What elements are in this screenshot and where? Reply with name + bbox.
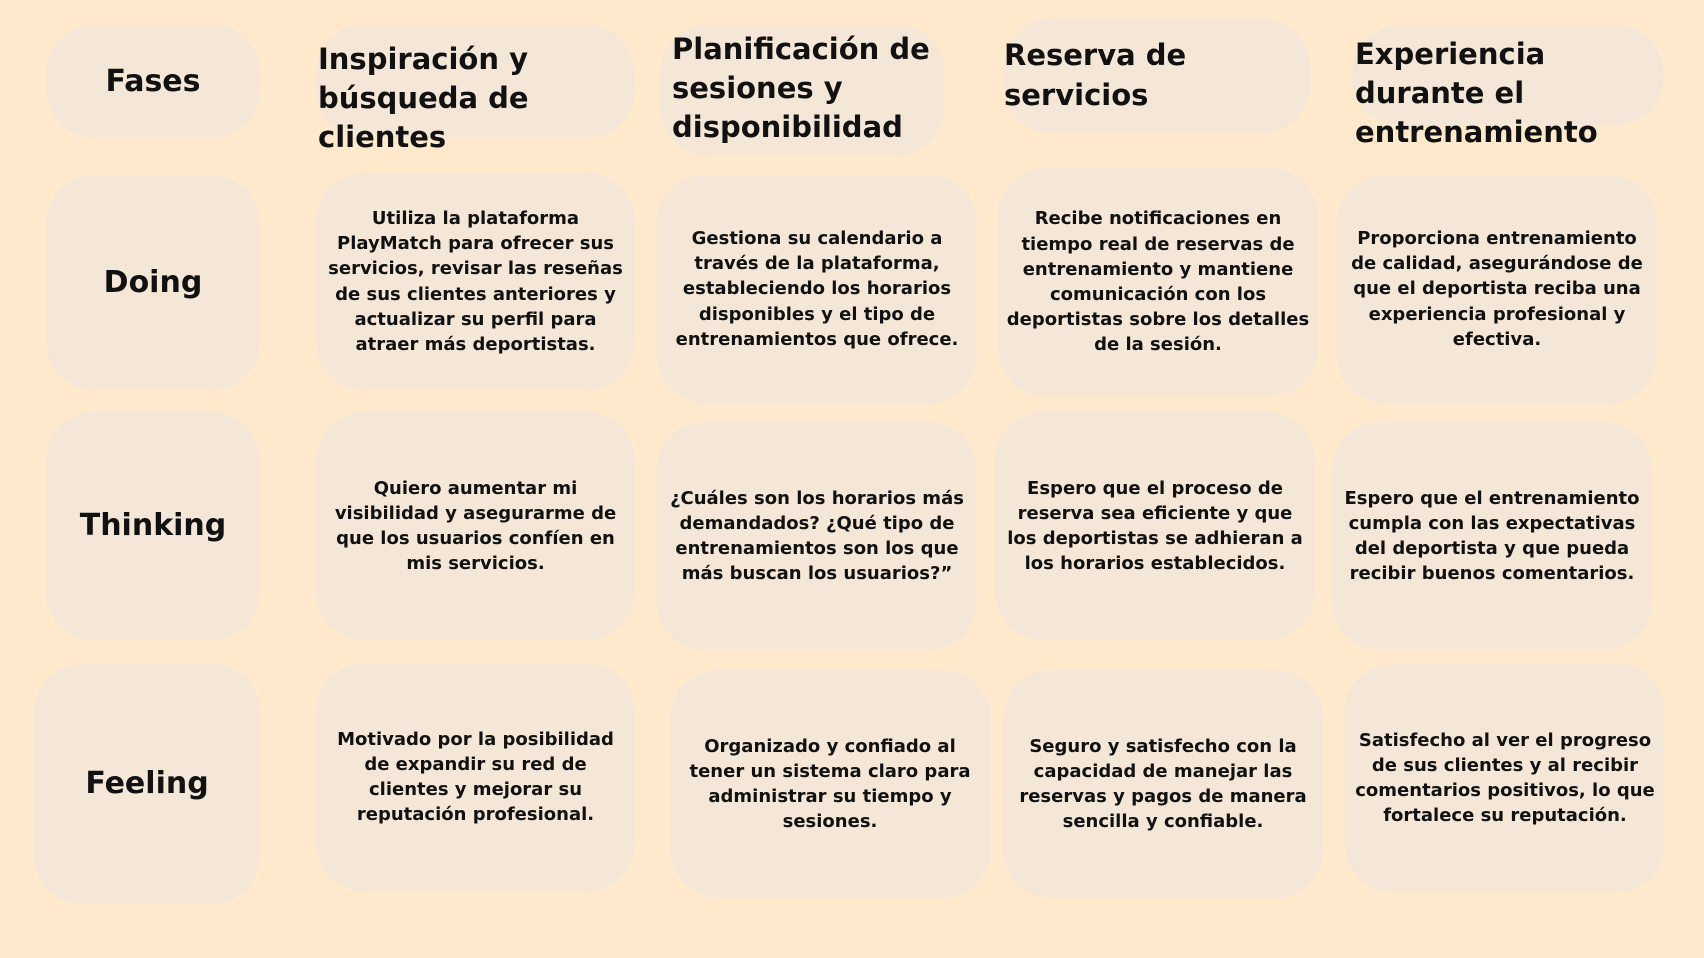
thinking-cell-4 [1332, 422, 1652, 650]
doing-cell-2-text: Gestiona su calendario a través de la plataforma, estableciendo los horarios disponibles y el tipo de entrenamientos que ofrece. [675, 228, 959, 350]
phase-1-title: Inspiración y búsqueda de clientes [318, 42, 529, 155]
feeling-cell-1-text: Motivado por la posibilidad de expandir su red de clientes y mejorar su reputación profesional. [337, 728, 614, 826]
phase-3-card [1004, 18, 1310, 133]
thinking-cell-1 [316, 412, 635, 640]
doing-cell-1 [316, 173, 635, 390]
feeling-cell-2 [670, 670, 990, 898]
thinking-cell-3 [995, 412, 1315, 640]
feeling-cell-3-text: Seguro y satisfecho con la capacidad de manejar las reservas y pagos de manera sencilla y confiable. [1019, 735, 1307, 833]
phases-label: Fases [105, 63, 201, 99]
doing-cell-3 [998, 168, 1318, 396]
feeling-cell-2-text: Organizado y confiado al tener un sistema claro para administrar su tiempo y sesiones. [689, 735, 971, 833]
feeling-cell-4 [1345, 664, 1665, 892]
phase-2-title: Planificación de sesiones y disponibilidad [672, 32, 930, 145]
doing-cell-1-text: Utiliza la plataforma PlayMatch para ofrecer sus servicios, revisar las reseñas de sus clientes anteriores y actualizar su perfil para atraer más deportistas. [328, 207, 623, 355]
phase-2-wrap [672, 30, 942, 147]
feeling-cell-4-text: Satisfecho al ver el progreso de sus clientes y al recibir comentarios positivos, lo que fortalece su reputación. [1355, 729, 1655, 827]
thinking-cell-4-text: Espero que el entrenamiento cumpla con las expectativas del deportista y que pueda recibir buenos comentarios. [1344, 487, 1640, 585]
row-label-doing: Doing [103, 264, 203, 300]
row-label-feeling-card [34, 664, 260, 904]
phase-1-wrap [318, 40, 658, 157]
thinking-cell-1-text: Quiero aumentar mi visibilidad y asegurarme de que los usuarios confíen en mis servicios. [334, 477, 617, 575]
row-label-doing-card [46, 175, 260, 390]
row-label-feeling: Feeling [85, 766, 209, 801]
doing-cell-4-text: Proporciona entrenamiento de calidad, asegurándose de que el deportista reciba una experiencia profesional y efectiva. [1351, 228, 1643, 350]
feeling-cell-1 [316, 663, 635, 891]
row-label-thinking-card [46, 412, 260, 640]
thinking-cell-3-text: Espero que el proceso de reserva sea eficiente y que los deportistas se adhieran a los horarios establecidos. [1007, 477, 1303, 575]
phases-label-card [46, 25, 260, 138]
doing-cell-3-text: Recibe notificaciones en tiempo real de reservas de entrenamiento y mantiene comunicación con los deportistas sobre los detalles de la sesión. [1006, 208, 1310, 356]
doing-cell-2 [657, 175, 977, 403]
phase-4-title: Experiencia durante el entrenamiento [1355, 37, 1598, 150]
thinking-cell-2-text: ¿Cuáles son los horarios más demandados? ¿Qué tipo de entrenamientos son los que más buscan los usuarios?” [670, 487, 964, 585]
doing-cell-4 [1337, 175, 1657, 403]
feeling-cell-3 [1003, 670, 1323, 898]
phase-4-wrap [1355, 35, 1675, 152]
row-label-thinking: Thinking [79, 508, 227, 543]
thinking-cell-2 [657, 422, 977, 650]
phase-3-title: Reserva de servicios [1004, 38, 1187, 112]
